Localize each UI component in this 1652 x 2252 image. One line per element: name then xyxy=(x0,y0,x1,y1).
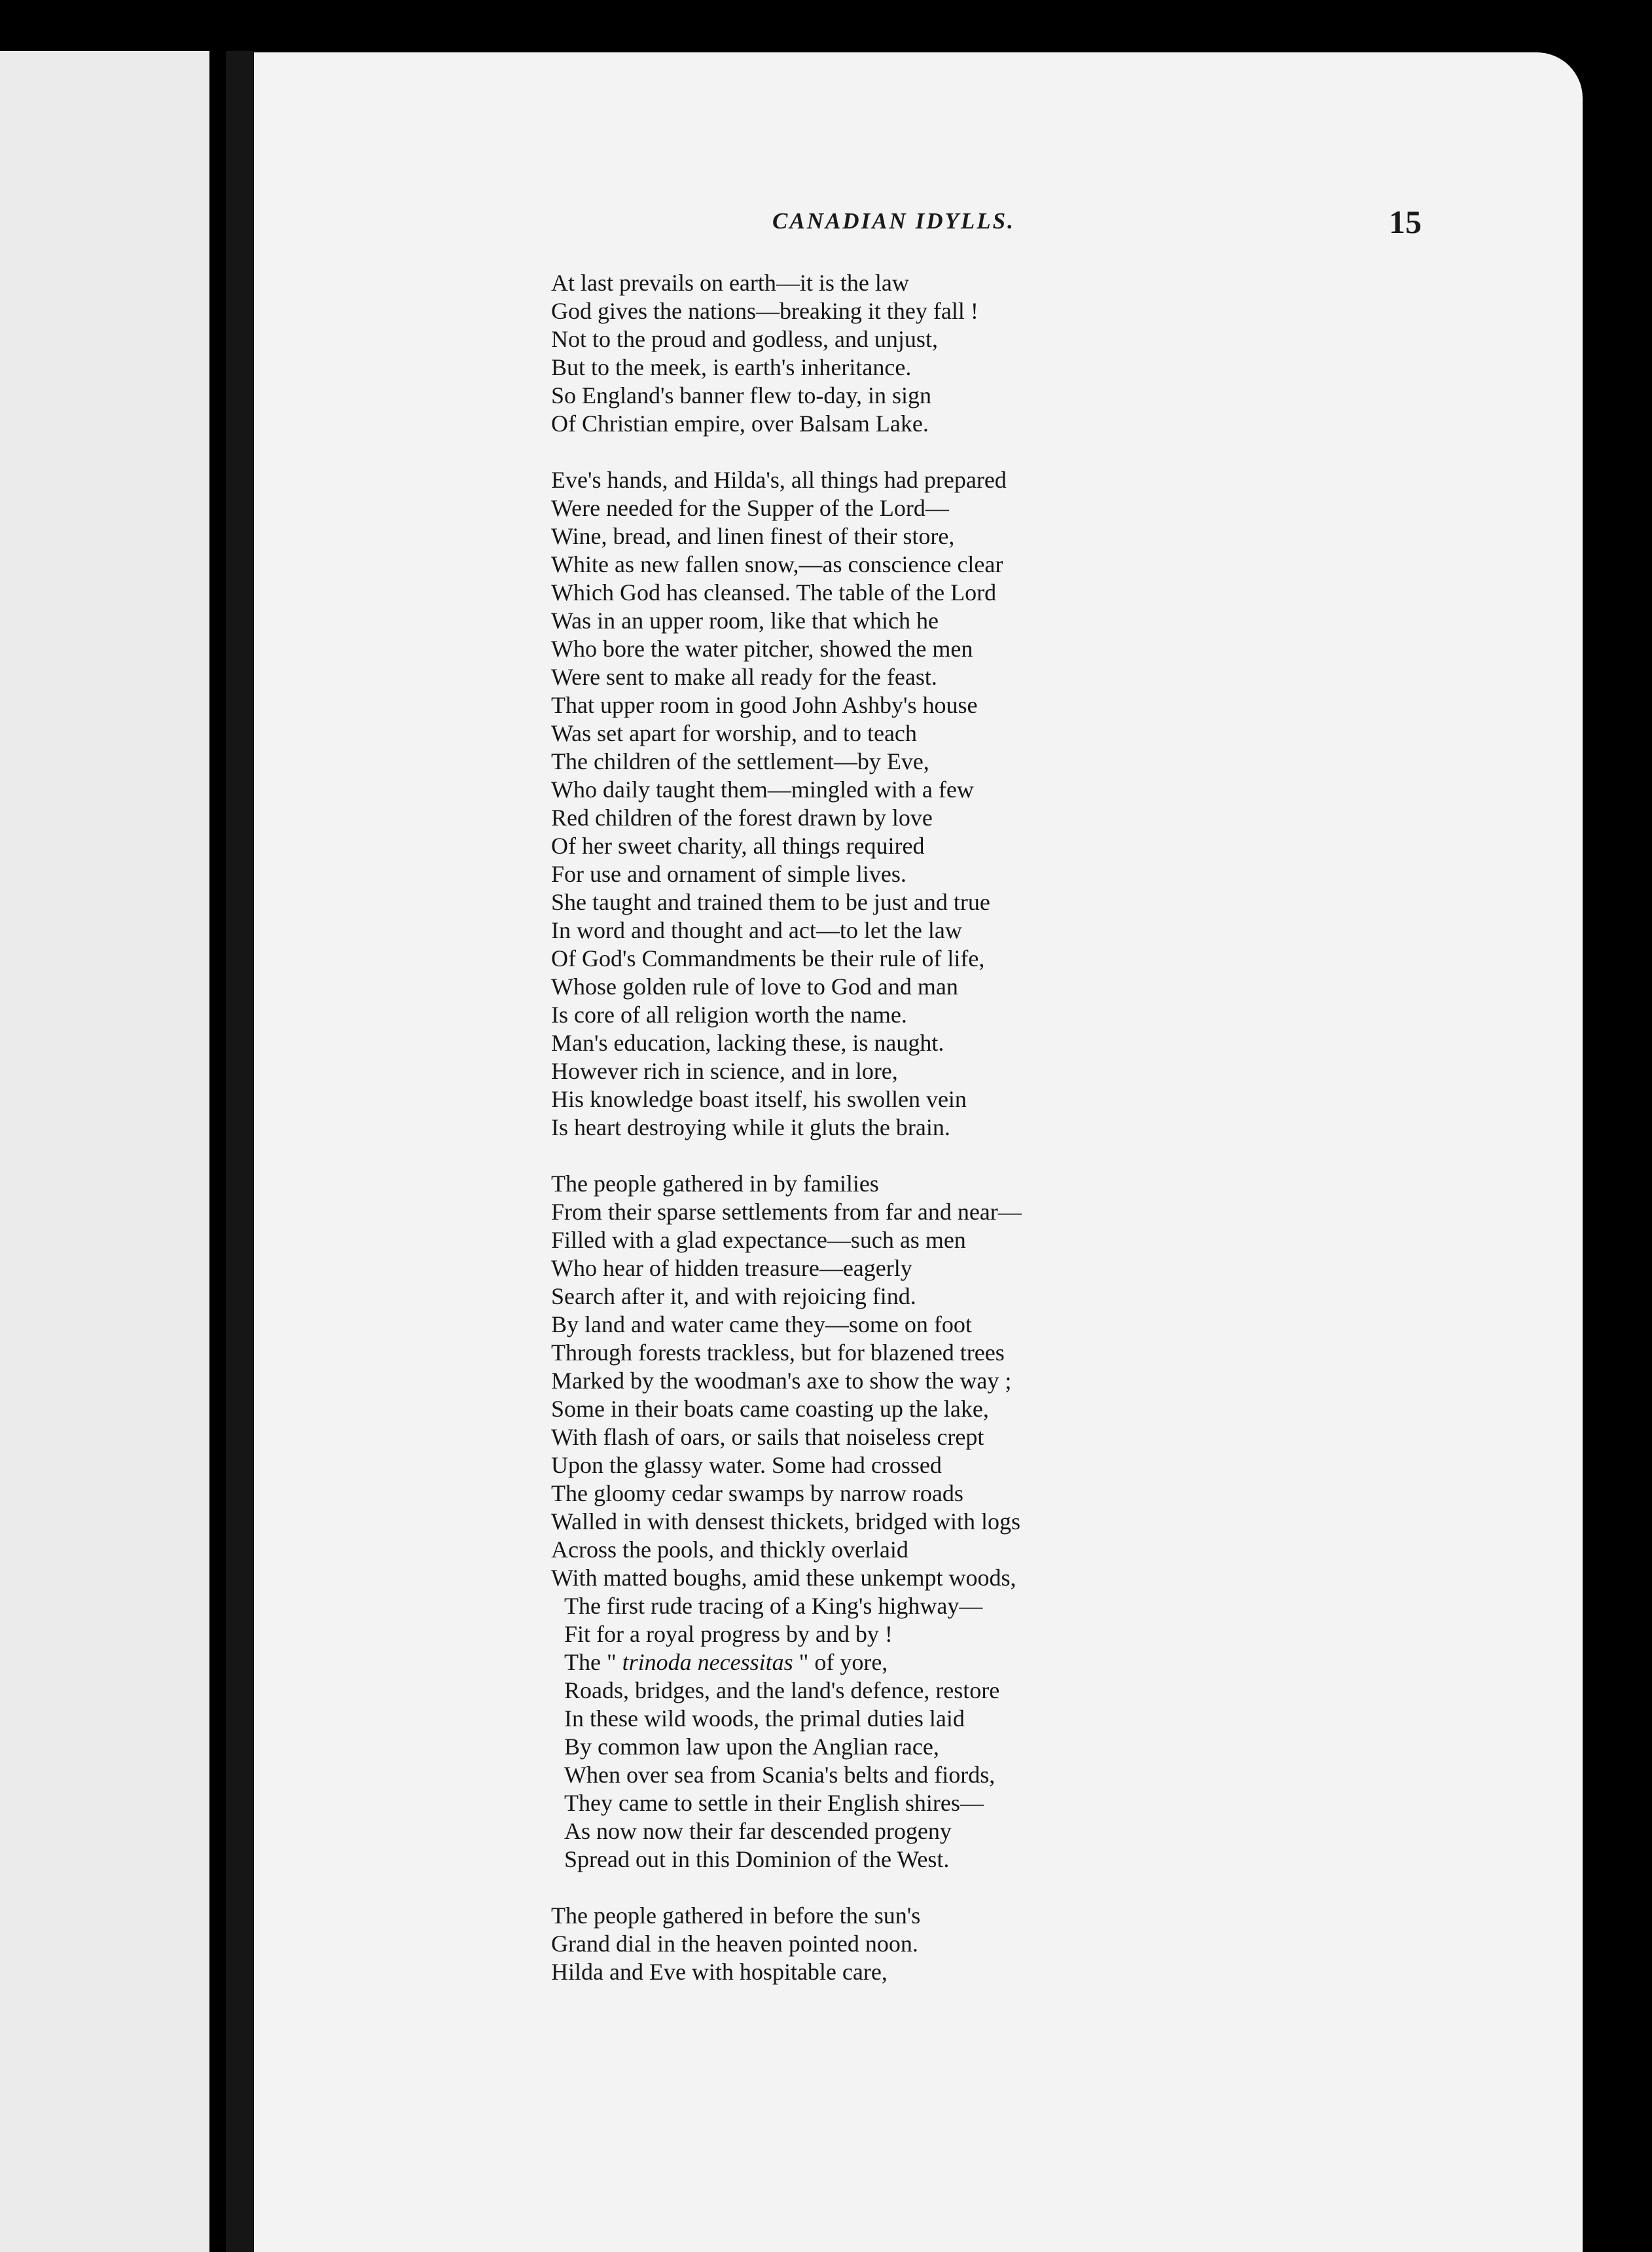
poem-line: With flash of oars, or sails that noiseless crept xyxy=(551,1424,984,1450)
poem-line: Spread out in this Dominion of the West. xyxy=(564,1846,950,1872)
poem-line: Was in an upper room, like that which he xyxy=(551,608,939,634)
poem-line: Were needed for the Supper of the Lord— xyxy=(551,495,949,521)
poem-line: So England's banner flew to-day, in sign xyxy=(551,382,932,409)
stanza xyxy=(551,466,1232,1142)
poem-line: Filled with a glad expectance—such as men xyxy=(551,1227,966,1253)
poem-line: Not to the proud and godless, and unjust, xyxy=(551,326,938,352)
poem-line: The people gathered in before the sun's xyxy=(551,1902,921,1929)
poem-line: Which God has cleansed. The table of the Lord xyxy=(551,579,997,606)
poem-line: Who bore the water pitcher, showed the men xyxy=(551,636,973,662)
poem-line: In these wild woods, the primal duties laid xyxy=(564,1705,965,1732)
poem-line-text: The " xyxy=(564,1649,622,1675)
poem-line: With matted boughs, amid these unkempt woods, xyxy=(551,1565,1016,1591)
poem-line: As now now their far descended progeny xyxy=(564,1818,952,1844)
running-head: CANADIAN IDYLLS. xyxy=(772,208,1015,234)
page-number: 15 xyxy=(1389,204,1422,240)
poem-line: Upon the glassy water. Some had crossed xyxy=(551,1452,942,1478)
poem-line: Hilda and Eve with hospitable care, xyxy=(551,1959,888,1985)
stanza xyxy=(551,1902,1232,1986)
poem-line: Were sent to make all ready for the feast. xyxy=(551,664,937,690)
poem-line: Of Christian empire, over Balsam Lake. xyxy=(551,410,929,437)
poem-line: Through forests trackless, but for blazened trees xyxy=(551,1339,1005,1366)
poem-line: The children of the settlement—by Eve, xyxy=(551,748,929,774)
poem-line: She taught and trained them to be just and true xyxy=(551,889,990,915)
poem-line: Fit for a royal progress by and by ! xyxy=(564,1621,893,1647)
poem-line: Search after it, and with rejoicing find. xyxy=(551,1283,916,1309)
poem-line: Grand dial in the heaven pointed noon. xyxy=(551,1931,918,1957)
poem-line: Marked by the woodman's axe to show the way ; xyxy=(551,1368,1012,1394)
poem-line: Who daily taught them—mingled with a few xyxy=(551,776,974,803)
poem-line: Walled in with densest thickets, bridged with logs xyxy=(551,1508,1020,1535)
poem-line: By common law upon the Anglian race, xyxy=(564,1734,939,1760)
poem-line: That upper room in good John Ashby's house xyxy=(551,692,978,718)
poem-line: Some in their boats came coasting up the lake, xyxy=(551,1396,989,1422)
poem-line: The people gathered in by families xyxy=(551,1171,879,1197)
poem-line: The gloomy cedar swamps by narrow roads xyxy=(551,1480,963,1506)
poem-line: Of her sweet charity, all things required xyxy=(551,833,925,859)
poem-line: Is heart destroying while it gluts the brain. xyxy=(551,1114,950,1140)
poem-line: Man's education, lacking these, is naught. xyxy=(551,1030,944,1056)
poem-line: They came to settle in their English shires— xyxy=(564,1790,984,1816)
stanza xyxy=(551,1170,1232,1874)
stanza xyxy=(551,269,1232,438)
poem-line: Wine, bread, and linen finest of their store, xyxy=(551,523,955,549)
poem-line: Across the pools, and thickly overlaid xyxy=(551,1536,908,1563)
poem-text xyxy=(551,269,1232,2014)
poem-line: Was set apart for worship, and to teach xyxy=(551,720,917,746)
facing-page-edge xyxy=(0,51,209,2252)
poem-line-text: " of yore, xyxy=(793,1649,888,1675)
poem-line: Who hear of hidden treasure—eagerly xyxy=(551,1255,912,1281)
poem-line: From their sparse settlements from far and near— xyxy=(551,1199,1022,1225)
poem-line: But to the meek, is earth's inheritance. xyxy=(551,354,912,380)
poem-line: Whose golden rule of love to God and man xyxy=(551,973,958,1000)
poem-line: For use and ornament of simple lives. xyxy=(551,861,907,887)
poem-line: In word and thought and act—to let the law xyxy=(551,917,962,943)
poem-line: God gives the nations—breaking it they fall ! xyxy=(551,298,979,324)
latin-phrase: trinoda necessitas xyxy=(622,1649,793,1675)
poem-line: Eve's hands, and Hilda's, all things had prepared xyxy=(551,467,1007,493)
poem-line: Of God's Commandments be their rule of life, xyxy=(551,945,985,972)
poem-line: At last prevails on earth—it is the law xyxy=(551,270,909,296)
poem-line: His knowledge boast itself, his swollen vein xyxy=(551,1086,967,1112)
poem-line: White as new fallen snow,—as conscience clear xyxy=(551,551,1003,577)
poem-line: Roads, bridges, and the land's defence, restore xyxy=(564,1677,1000,1703)
poem-line xyxy=(551,1648,1232,1677)
poem-line: The first rude tracing of a King's highway— xyxy=(564,1593,983,1619)
poem-line: By land and water came they—some on foot xyxy=(551,1311,972,1337)
poem-line: However rich in science, and in lore, xyxy=(551,1058,898,1084)
poem-line: Is core of all religion worth the name. xyxy=(551,1002,907,1028)
poem-line: Red children of the forest drawn by love xyxy=(551,805,933,831)
poem-line: When over sea from Scania's belts and fiords, xyxy=(564,1762,996,1788)
book-gutter xyxy=(226,51,253,2252)
